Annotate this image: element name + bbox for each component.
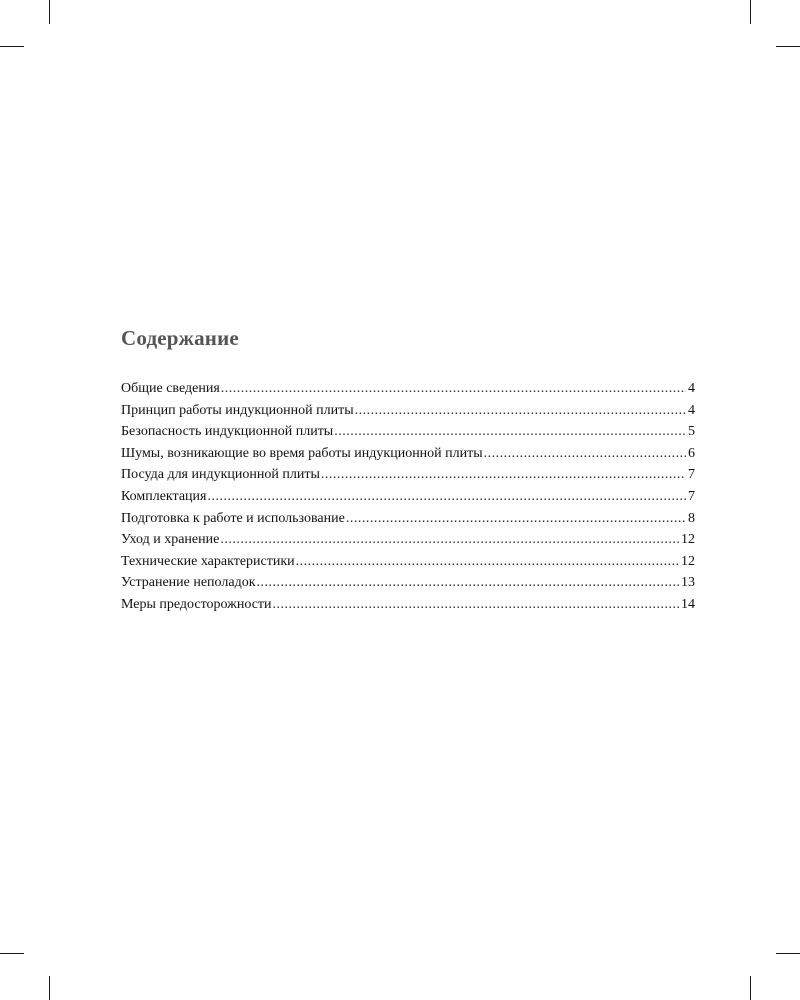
toc-entry-label: Безопасность индукционной плиты <box>121 424 334 440</box>
crop-mark-bottom-left-horizontal <box>0 953 24 954</box>
crop-mark-bottom-left-vertical <box>49 976 50 1000</box>
toc-entry-page: 4 <box>688 402 695 418</box>
toc-entry-page: 4 <box>688 381 695 396</box>
toc-entry-page: 13 <box>681 575 695 591</box>
toc-entry[interactable] <box>121 378 695 400</box>
toc-entry-page: 7 <box>688 467 695 483</box>
toc-dot-leader <box>257 572 680 594</box>
toc-entry-label: Уход и хранение <box>121 532 220 548</box>
toc-list <box>121 378 695 616</box>
crop-mark-bottom-right-vertical <box>750 976 751 1000</box>
toc-entry-label: Посуда для индукционной плиты <box>121 467 320 483</box>
toc-entry-page: 8 <box>688 510 695 526</box>
toc-entry[interactable] <box>121 508 695 530</box>
toc-entry-label: Технические характеристики <box>121 553 295 569</box>
toc-entry-page: 5 <box>688 424 695 440</box>
crop-mark-top-right-vertical <box>750 0 751 24</box>
toc-dot-leader <box>321 464 686 486</box>
toc-entry[interactable] <box>121 572 695 594</box>
toc-entry-label: Меры предосторожности <box>121 596 272 612</box>
toc-entry[interactable] <box>121 486 695 508</box>
toc-title: Содержание <box>121 326 239 350</box>
crop-mark-top-left-vertical <box>49 0 50 24</box>
toc-dot-leader <box>484 443 686 465</box>
toc-entry-label: Шумы, возникающие во время работы индукционной плиты <box>121 445 483 461</box>
toc-entry[interactable] <box>121 443 695 465</box>
toc-dot-leader <box>221 378 686 400</box>
toc-dot-leader <box>346 508 686 530</box>
toc-dot-leader <box>355 400 686 422</box>
crop-mark-top-right-horizontal <box>776 46 800 47</box>
toc-entry-label: Комплектация <box>121 488 207 504</box>
toc-entry[interactable] <box>121 400 695 422</box>
toc-entry-page: 6 <box>688 445 695 461</box>
toc-dot-leader <box>334 421 686 443</box>
crop-mark-bottom-right-horizontal <box>776 953 800 954</box>
toc-entry-page: 12 <box>681 553 695 569</box>
toc-entry-label: Подготовка к работе и использование <box>121 510 345 526</box>
toc-entry-page: 12 <box>681 532 695 548</box>
toc-entry[interactable] <box>121 551 695 573</box>
toc-entry-label: Устранение неполадок <box>121 575 256 591</box>
crop-mark-top-left-horizontal <box>0 46 24 47</box>
toc-entry-page: 14 <box>681 596 695 612</box>
table-of-contents <box>121 325 695 616</box>
toc-dot-leader <box>220 529 679 551</box>
toc-entry-label: Общие сведения <box>121 381 220 396</box>
toc-entry[interactable] <box>121 594 695 616</box>
toc-dot-leader <box>296 551 679 573</box>
toc-entry-label: Принцип работы индукционной плиты <box>121 402 354 418</box>
toc-entry[interactable] <box>121 464 695 486</box>
toc-entry[interactable] <box>121 529 695 551</box>
toc-dot-leader <box>273 594 679 616</box>
toc-dot-leader <box>207 486 686 508</box>
toc-entry-page: 7 <box>688 488 695 504</box>
toc-entry[interactable] <box>121 421 695 443</box>
